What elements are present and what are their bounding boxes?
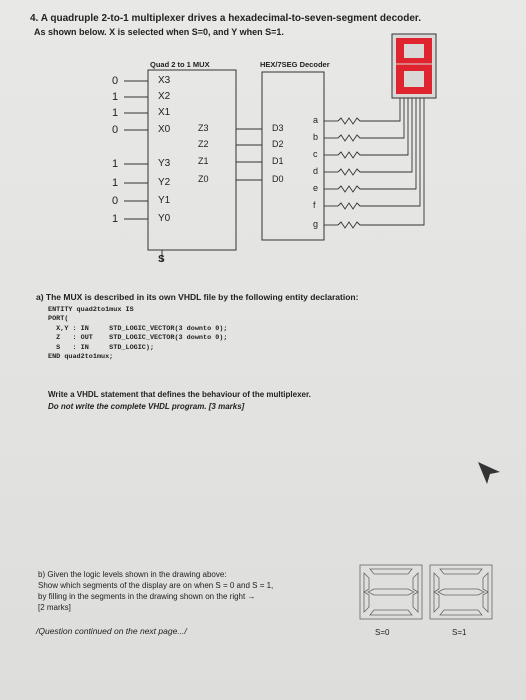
seg-a-label: a: [313, 115, 319, 125]
code-line: ENTITY quad2to1mux IS: [48, 306, 134, 314]
pin-y1: Y1: [158, 195, 171, 206]
pin-z0: Z0: [198, 174, 209, 184]
seg-b-label: b: [313, 132, 319, 142]
seg-f-label: f: [313, 200, 316, 210]
part-b-line-3: by filling in the segments in the drawing shown on the right →: [38, 592, 256, 601]
seg-e-label: e: [313, 183, 319, 193]
pin-y2: Y2: [158, 177, 171, 188]
mux-label: Quad 2 to 1 MUX: [150, 60, 210, 69]
pin-z2: Z2: [198, 139, 209, 149]
code-line: X,Y : IN STD_LOGIC_VECTOR(3 downto 0);: [48, 324, 228, 333]
y0-value: 1: [112, 213, 119, 225]
label-s1: S=1: [452, 628, 467, 637]
pin-z3: Z3: [198, 123, 209, 133]
pin-y0: Y0: [158, 213, 171, 224]
y3-value: 1: [112, 158, 119, 170]
x1-value: 1: [112, 107, 119, 119]
x2-value: 1: [112, 91, 119, 103]
code-line: Z : OUT STD_LOGIC_VECTOR(3 downto 0);: [48, 334, 228, 343]
pin-y3: Y3: [158, 158, 171, 169]
part-a-task-1: Write a VHDL statement that defines the behaviour of the multiplexer.: [48, 390, 311, 399]
part-b-line-2: Show which segments of the display are on when S = 0 and S = 1,: [38, 581, 274, 590]
y1-value: 0: [112, 195, 119, 207]
decoder-label: HEX/7SEG Decoder: [260, 60, 330, 69]
pin-d0: D0: [272, 174, 284, 184]
select-label: S: [158, 254, 165, 265]
question-subtitle: As shown below. X is selected when S=0, and Y when S=1.: [34, 27, 284, 37]
part-a-task-2: Do not write the complete VHDL program. [3 marks]: [48, 402, 245, 411]
pin-x2: X2: [158, 91, 171, 102]
seg-g-label: g: [313, 219, 319, 229]
x3-value: 0: [112, 75, 119, 87]
pin-d3: D3: [272, 123, 284, 133]
x0-value: 0: [112, 124, 119, 136]
seg-d-label: d: [313, 166, 319, 176]
code-line: PORT(: [48, 315, 69, 324]
label-s0: S=0: [375, 628, 390, 637]
pin-x1: X1: [158, 107, 171, 118]
pin-z1: Z1: [198, 156, 209, 166]
y2-value: 1: [112, 177, 119, 189]
pin-d1: D1: [272, 156, 284, 166]
seg-c-label: c: [313, 149, 318, 159]
part-b-line-4: [2 marks]: [38, 603, 71, 612]
pin-x3: X3: [158, 75, 171, 86]
part-b-line-1: b) Given the logic levels shown in the drawing above:: [38, 570, 227, 579]
code-line: S : IN STD_LOGIC);: [48, 343, 155, 352]
question-title: 4. A quadruple 2-to-1 multiplexer drives a hexadecimal-to-seven-segment decoder.: [30, 13, 422, 24]
pin-x0: X0: [158, 124, 171, 135]
display-s0[interactable]: [360, 565, 422, 619]
footer-continued: /Question continued on the next page.../: [36, 626, 187, 636]
code-line: END quad2to1mux;: [48, 353, 114, 362]
pin-d2: D2: [272, 139, 284, 149]
display-s1[interactable]: [430, 565, 492, 619]
part-a-intro: a) The MUX is described in its own VHDL file by the following entity declaration:: [36, 292, 359, 302]
